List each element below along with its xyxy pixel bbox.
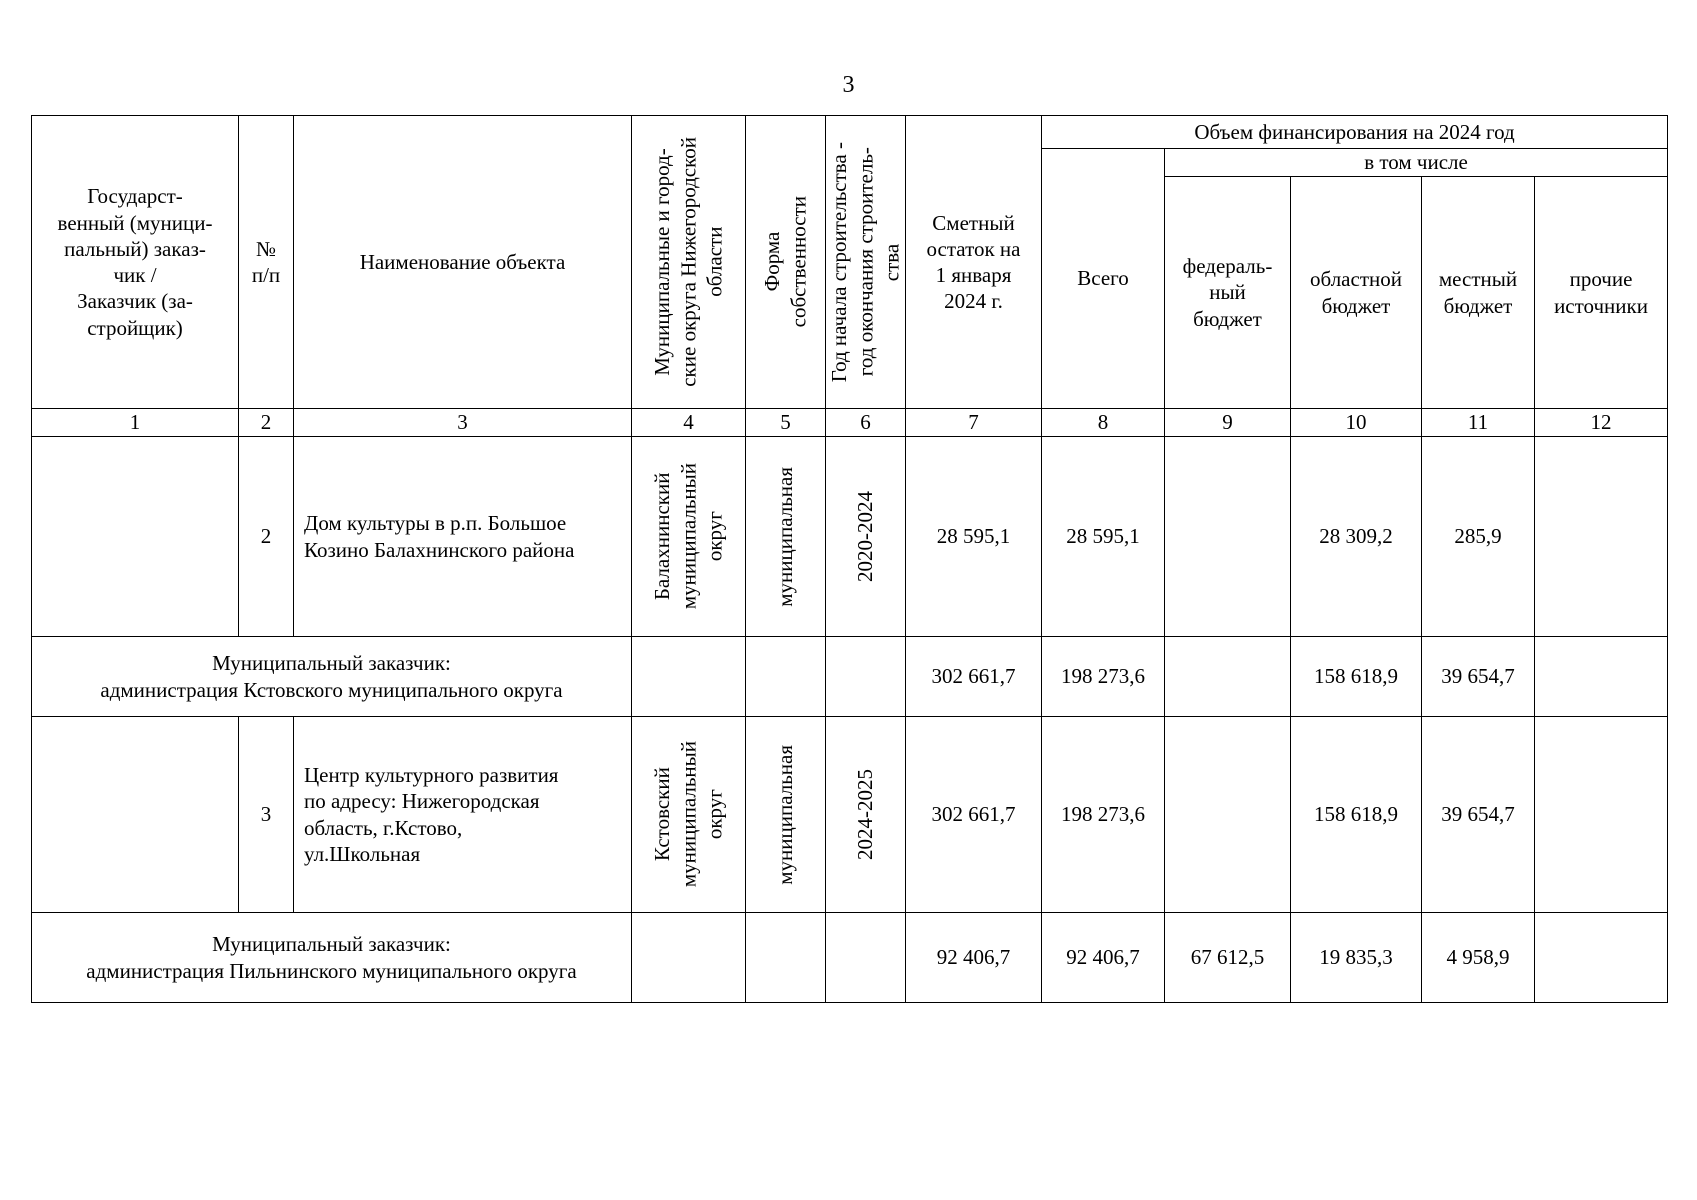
table-row [32, 717, 1668, 913]
header-ownership: Форма собственности [746, 116, 826, 409]
balance-cell: 28 595,1 [906, 437, 1042, 637]
customer-total-row [32, 913, 1668, 1003]
header-years: Год начала строительства - год окончания строитель- ства [826, 116, 906, 409]
header-regional: областной бюджет [1291, 177, 1422, 409]
local-cell: 285,9 [1422, 437, 1535, 637]
column-number: 5 [746, 409, 826, 437]
header-total: Всего [1042, 149, 1165, 409]
header-customer: Государст- венный (муници- пальный) заказ- чик / Заказчик (за- стройщик) [32, 116, 239, 409]
customer-cell [32, 437, 239, 637]
column-numbers-row [32, 409, 1668, 437]
ownership-cell [746, 637, 826, 717]
other-cell [1535, 913, 1668, 1003]
local-cell: 4 958,9 [1422, 913, 1535, 1003]
other-cell [1535, 717, 1668, 913]
header-other: прочие источники [1535, 177, 1668, 409]
district-cell [632, 637, 746, 717]
regional-cell: 158 618,9 [1291, 637, 1422, 717]
balance-cell: 92 406,7 [906, 913, 1042, 1003]
federal-cell: 67 612,5 [1165, 913, 1291, 1003]
row-number: 2 [239, 437, 294, 637]
header-local: местный бюджет [1422, 177, 1535, 409]
ownership-cell [746, 913, 826, 1003]
object-name: Центр культурного развития по адресу: Нижегородская область, г.Кстово, ул.Школьная [294, 717, 632, 913]
object-name: Дом культуры в р.п. Большое Козино Балахнинского района [294, 437, 632, 637]
row-number: 3 [239, 717, 294, 913]
customer-cell [32, 717, 239, 913]
total-cell: 28 595,1 [1042, 437, 1165, 637]
column-number: 10 [1291, 409, 1422, 437]
local-cell: 39 654,7 [1422, 717, 1535, 913]
column-number: 4 [632, 409, 746, 437]
financing-table [31, 115, 1668, 1003]
total-cell: 198 273,6 [1042, 717, 1165, 913]
header-federal: федераль- ный бюджет [1165, 177, 1291, 409]
balance-cell: 302 661,7 [906, 717, 1042, 913]
column-number: 11 [1422, 409, 1535, 437]
total-cell: 198 273,6 [1042, 637, 1165, 717]
column-number: 9 [1165, 409, 1291, 437]
column-number: 6 [826, 409, 906, 437]
district-cell: Балахнинский муниципальный округ [632, 437, 746, 637]
ownership-cell: муниципальная [746, 717, 826, 913]
years-cell: 2024-2025 [826, 717, 906, 913]
column-number: 3 [294, 409, 632, 437]
customer-label: Муниципальный заказчик: администрация Пильнинского муниципального округа [32, 913, 632, 1003]
other-cell [1535, 437, 1668, 637]
federal-cell [1165, 437, 1291, 637]
table-row [32, 437, 1668, 637]
local-cell: 39 654,7 [1422, 637, 1535, 717]
ownership-cell: муниципальная [746, 437, 826, 637]
page-number: 3 [842, 72, 855, 98]
federal-cell [1165, 717, 1291, 913]
district-cell: Кстовский муниципальный округ [632, 717, 746, 913]
column-number: 2 [239, 409, 294, 437]
years-cell [826, 913, 906, 1003]
header-balance: Сметный остаток на 1 января 2024 г. [906, 116, 1042, 409]
district-cell [632, 913, 746, 1003]
header-funding-group: Объем финансирования на 2024 год [1042, 116, 1668, 149]
regional-cell: 19 835,3 [1291, 913, 1422, 1003]
regional-cell: 28 309,2 [1291, 437, 1422, 637]
column-number: 8 [1042, 409, 1165, 437]
column-number: 7 [906, 409, 1042, 437]
federal-cell [1165, 637, 1291, 717]
customer-total-row [32, 637, 1668, 717]
column-number: 1 [32, 409, 239, 437]
header-including: в том числе [1165, 149, 1668, 177]
regional-cell: 158 618,9 [1291, 717, 1422, 913]
total-cell: 92 406,7 [1042, 913, 1165, 1003]
other-cell [1535, 637, 1668, 717]
years-cell [826, 637, 906, 717]
header-district: Муниципальные и город- ские округа Нижегородской области [632, 116, 746, 409]
header-number: № п/п [239, 116, 294, 409]
column-number: 12 [1535, 409, 1668, 437]
years-cell: 2020-2024 [826, 437, 906, 637]
customer-label: Муниципальный заказчик: администрация Кстовского муниципального округа [32, 637, 632, 717]
header-object-name: Наименование объекта [294, 116, 632, 409]
balance-cell: 302 661,7 [906, 637, 1042, 717]
header-row [32, 116, 1668, 149]
